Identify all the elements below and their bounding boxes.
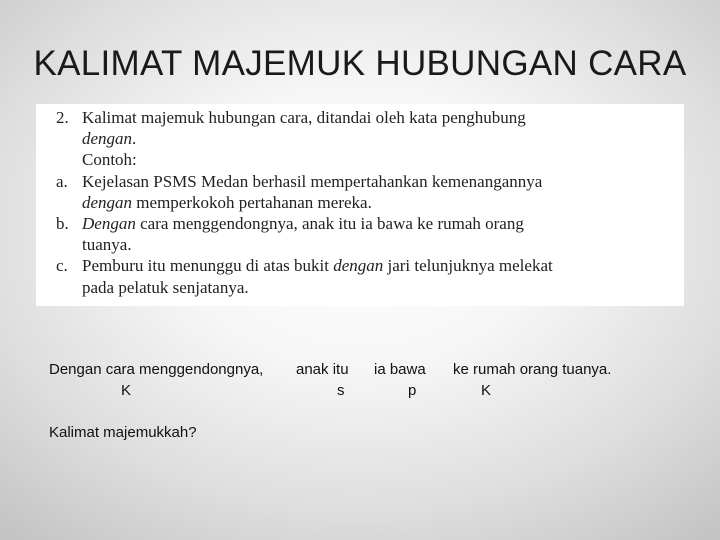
item-number: 2.: [56, 108, 69, 127]
segment-text: ke rumah orang tuanya.: [453, 361, 612, 378]
question-text: Kalimat majemukkah?: [49, 424, 197, 441]
example-a-text: [82, 171, 668, 213]
example-c: [56, 255, 668, 297]
example-c-text: [82, 255, 668, 297]
example-label: b.: [56, 214, 69, 234]
definition-main: Kalimat majemuk hubungan cara, ditandai oleh kata penghubung: [82, 108, 526, 127]
example-b-line1: cara menggendongnya, anak itu ia bawa ke rumah orang: [135, 214, 524, 234]
example-a: [56, 171, 668, 213]
example-b-line2: tuanya.: [82, 235, 132, 255]
segment-tag: p: [408, 382, 417, 399]
definition-text: [82, 107, 668, 149]
example-c-line1-end: jari telunjuknya melekat: [383, 256, 553, 276]
example-heading: Contoh:: [82, 150, 137, 170]
example-b: [56, 213, 668, 255]
segment-text: anak itu: [296, 361, 349, 378]
example-a-line1: Kejelasan PSMS Medan berhasil mempertahankan kemenangannya: [82, 171, 543, 191]
textbook-excerpt: [36, 104, 684, 306]
segment-text: ia bawa: [374, 361, 426, 378]
definition-keyword: dengan: [82, 129, 133, 149]
example-b-keyword: Dengan: [82, 214, 136, 234]
segment-text: Dengan cara menggendongnya,: [49, 361, 264, 378]
segment-tag: K: [121, 382, 132, 399]
example-c-line1-start: Pemburu itu menunggu di atas bukit: [82, 256, 334, 276]
example-a-line2: memperkokoh pertahanan mereka.: [132, 192, 372, 212]
example-b-text: [82, 213, 668, 255]
example-c-line2: pada pelatuk senjatanya.: [82, 277, 249, 297]
slide-title: KALIMAT MAJEMUK HUBUNGAN CARA: [33, 44, 687, 83]
example-a-keyword: dengan: [82, 192, 133, 212]
example-label: c.: [56, 256, 68, 276]
segment-tag: s: [337, 382, 345, 399]
definition: [56, 107, 668, 149]
definition-end: .: [132, 129, 137, 149]
example-c-keyword: dengan: [333, 256, 384, 276]
segment-tag: K: [481, 382, 492, 399]
sentence-analysis: [0, 360, 720, 404]
example-label: a.: [56, 171, 68, 191]
